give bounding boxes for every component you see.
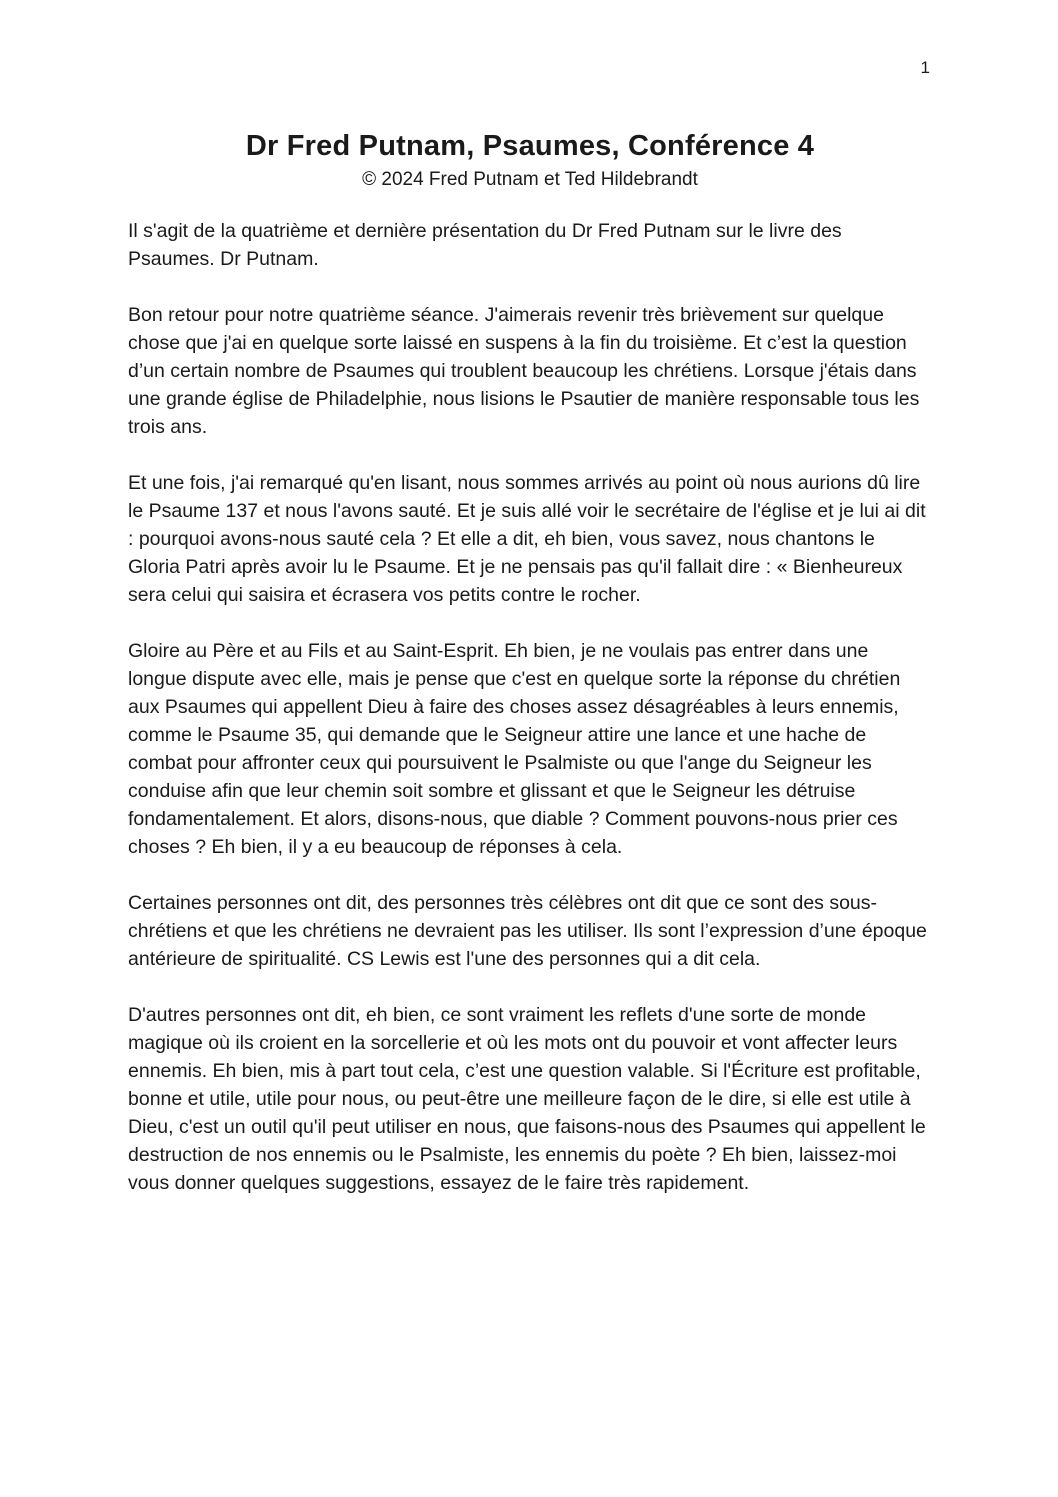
paragraph-2: Bon retour pour notre quatrième séance. J'aimerais revenir très brièvement sur quelque chose que j'ai en quelque sorte laissé en suspens à la fin du troisième. Et c’est la question d’un certain nombre de Psaumes qui troublent beaucoup les chrétiens. Lorsque j'étais dans une grande église de Philadelphie, nous lisions le Psautier de manière responsable tous les trois ans. (128, 304, 920, 438)
paragraph-3: Et une fois, j'ai remarqué qu'en lisant, nous sommes arrivés au point où nous aurions dû lire le Psaume 137 et nous l'avons sauté. Et je suis allé voir le secrétaire de l'église et je lui ai dit : pourquoi avons-nous sauté cela ? Et elle a dit, eh bien, vous savez, nous chantons le Gloria Patri après avoir lu le Psaume. Et je ne pensais pas qu'il fallait dire : « Bienheureux sera celui qui saisira et écrasera vos petits contre le rocher. (128, 472, 926, 606)
document-title: Dr Fred Putnam, Psaumes, Conférence 4 (245, 130, 815, 162)
paragraph-6: D'autres personnes ont dit, eh bien, ce sont vraiment les reflets d'une sorte de monde magique où ils croient en la sorcellerie et où les mots ont du pouvoir et vont affecter leurs ennemis. Eh bien, mis à part tout cela, c’est une question valable. Si l'Écriture est profitable, bonne et utile, utile pour nous, ou peut-être une meilleure façon de le dire, si elle est utile à Dieu, c'est un outil qu'il peut utiliser en nous, que faisons-nous des Psaumes qui appellent le destruction de nos ennemis ou le Psalmiste, les ennemis du poète ? Eh bien, laissez-moi vous donner quelques suggestions, essayez de le faire très rapidement. (128, 1004, 926, 1194)
paragraph-1: Il s'agit de la quatrième et dernière présentation du Dr Fred Putnam sur le livre des Psaumes. Dr Putnam. (128, 220, 842, 270)
page-number: 1 (920, 58, 930, 77)
document-body (128, 217, 932, 1197)
document-subtitle: © 2024 Fred Putnam et Ted Hildebrandt (362, 169, 698, 190)
paragraph-4: Gloire au Père et au Fils et au Saint-Esprit. Eh bien, je ne voulais pas entrer dans une longue dispute avec elle, mais je pense que c'est en quelque sorte la réponse du chrétien aux Psaumes qui appellent Dieu à faire des choses assez désagréables à leurs ennemis, comme le Psaume 35, qui demande que le Seigneur attire une lance et une hache de combat pour affronter ceux qui poursuivent le Psalmiste ou que l'ange du Seigneur les conduise afin que leur chemin soit sombre et glissant et que le Seigneur les détruise fondamentalement. Et alors, disons-nous, que diable ? Comment pouvons-nous prier ces choses ? Eh bien, il y a eu beaucoup de réponses à cela. (128, 640, 901, 858)
page-content (128, 130, 932, 1225)
paragraph-5: Certaines personnes ont dit, des personnes très célèbres ont dit que ce sont des sous-chrétiens et que les chrétiens ne devraient pas les utiliser. Ils sont l’expression d’une époque antérieure de spiritualité. CS Lewis est l'une des personnes qui a dit cela. (128, 892, 927, 970)
